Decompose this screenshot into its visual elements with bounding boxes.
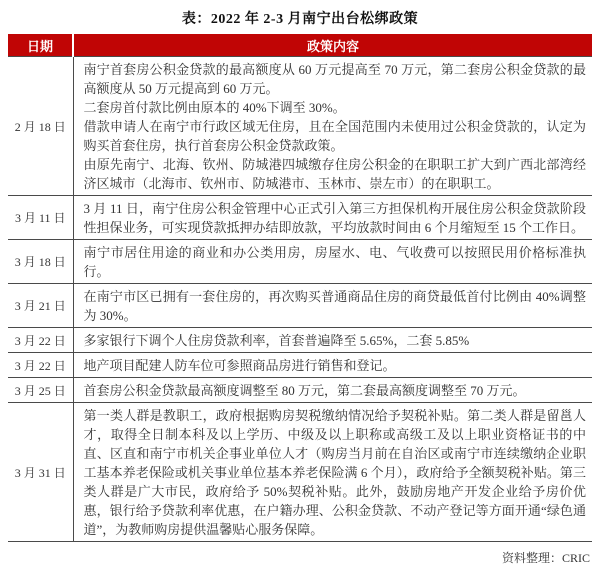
- policy-content: [73, 353, 592, 378]
- policy-paragraph: 由原先南宁、北海、钦州、防城港四城缴存住房公积金的在职职工扩大到广西北部湾经济区城市（北海市、钦州市、防城港市、玉林市、崇左市）的在职职工。: [83, 156, 586, 191]
- header-content: 政策内容: [73, 34, 592, 57]
- policy-paragraph: 多家银行下调个人住房贷款利率，首套普遍降至 5.65%，二套 5.85%: [83, 332, 470, 348]
- table-row: [8, 240, 592, 284]
- table-row: [8, 57, 592, 196]
- policy-date: 3 月 21 日: [8, 284, 73, 328]
- policy-table-body: [8, 57, 592, 542]
- policy-content: [73, 403, 592, 542]
- policy-paragraph: 二套房首付款比例由原本的 40%下调至 30%。: [83, 99, 346, 115]
- policy-content: [73, 196, 592, 240]
- policy-content: [73, 378, 592, 403]
- policy-date: 3 月 11 日: [8, 196, 73, 240]
- policy-content: [73, 240, 592, 284]
- policy-paragraph: 在南宁市区已拥有一套住房的，再次购买普通商品住房的商贷最低首付比例由 40%调整为 30%。: [83, 288, 586, 323]
- table-row: [8, 378, 592, 403]
- policy-date: 3 月 22 日: [8, 328, 73, 353]
- policy-date: 2 月 18 日: [8, 57, 73, 196]
- policy-content: [73, 284, 592, 328]
- policy-content: [73, 328, 592, 353]
- header-row: [8, 34, 592, 57]
- header-date: 日期: [8, 34, 73, 57]
- policy-date: 3 月 25 日: [8, 378, 73, 403]
- policy-date: 3 月 31 日: [8, 403, 73, 542]
- policy-paragraph: 南宁市居住用途的商业和办公类用房，房屋水、电、气收费可以按照民用价格标准执行。: [83, 244, 586, 279]
- policy-paragraph: 3 月 11 日，南宁住房公积金管理中心正式引入第三方担保机构开展住房公积金贷款阶段性担保业务，可实现贷款抵押办结即放款，平均放款时间由 6 个月缩短至 15 个工作日。: [83, 200, 586, 235]
- policy-date: 3 月 18 日: [8, 240, 73, 284]
- policy-table: [8, 34, 592, 542]
- policy-content: [73, 57, 592, 196]
- policy-paragraph: 地产项目配建人防车位可参照商品房进行销售和登记。: [83, 357, 396, 373]
- table-row: [8, 328, 592, 353]
- policy-paragraph: 南宁首套房公积金贷款的最高额度从 60 万元提高至 70 万元，第二套房公积金贷款的最高额度从 50 万元提高到 60 万元。: [83, 61, 586, 96]
- policy-date: 3 月 22 日: [8, 353, 73, 378]
- policy-paragraph: 首套房公积金贷款最高额度调整至 80 万元，第二套最高额度调整至 70 万元。: [83, 382, 526, 398]
- source-note: 资料整理：CRIC: [501, 551, 590, 565]
- policy-table-header: [8, 34, 592, 57]
- table-row: [8, 403, 592, 542]
- table-title: 表：2022 年 2-3 月南宁出台松绑政策: [181, 12, 419, 27]
- policy-paragraph: 第一类人群是教职工，政府根据购房契税缴纳情况给予契税补贴。第二类人群是留邕人才，取得全日制本科及以上学历、中级及以上职称或高级工及以上职业资格证书的中直、区直和南宁市机关企事业单位人才（购房当月前在自治区或南宁市连续缴纳企业职工基本养老保险或机关事业单位基本养老保险满 6 个月），政府给予全额契税补贴。第三类人群是广大市民，政府给予 50%契税补贴。此外，鼓励房地产开发企业给予房价优惠，银行给予贷款利率优惠，在户籍办理、公积金贷款、不动产登记等方面开通“绿色通道”，为教师购房提供温馨贴心服务保障。: [83, 407, 586, 537]
- table-row: [8, 196, 592, 240]
- table-row: [8, 284, 592, 328]
- table-row: [8, 353, 592, 378]
- policy-paragraph: 借款申请人在南宁市行政区域无住房，且在全国范围内未使用过公积金贷款的，认定为购买首套住房，执行首套房公积金贷款政策。: [83, 118, 586, 153]
